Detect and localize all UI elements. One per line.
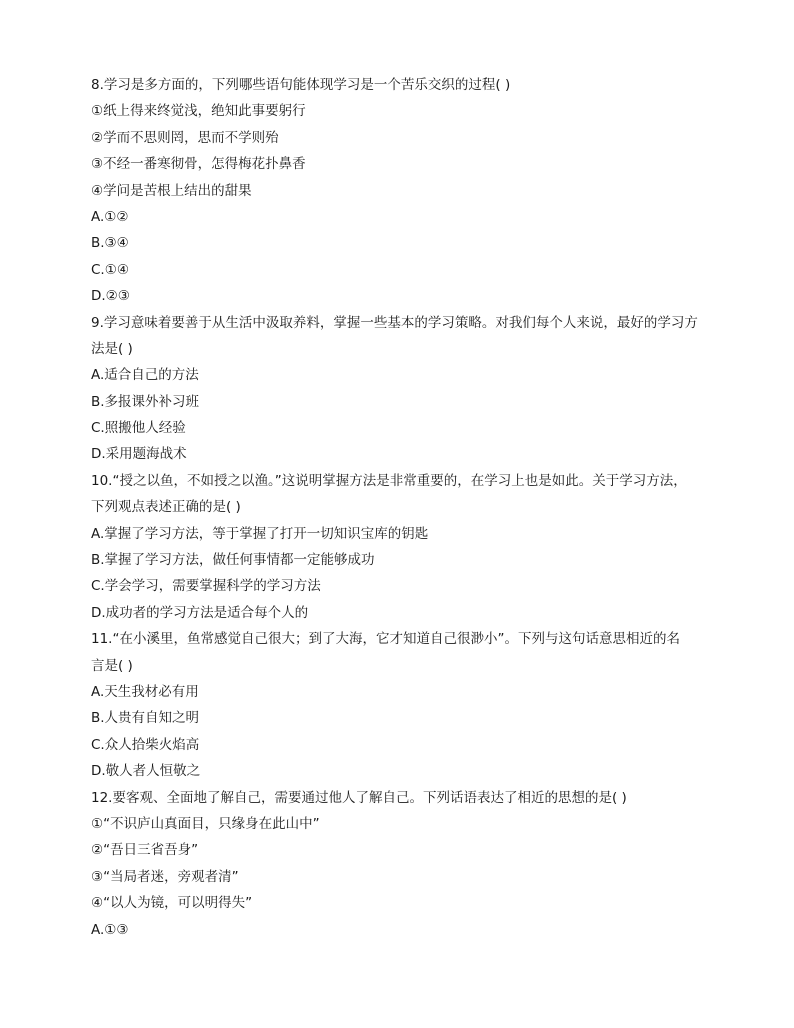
answer-option-d: D.成功者的学习方法是适合每个人的 — [91, 604, 309, 621]
question-9 — [91, 310, 711, 468]
statement-item: ③不经一番寒彻骨，怎得梅花扑鼻香 — [91, 156, 306, 173]
answer-option-a: A.掌握了学习方法，等于掌握了打开一切知识宝库的钥匙 — [91, 525, 429, 542]
answer-option-c: C.学会学习，需要掌握科学的学习方法 — [91, 578, 321, 595]
question-12 — [91, 785, 711, 943]
question-stem: 9.学习意味着要善于从生活中汲取养料，掌握一些基本的学习策略。对我们每个人来说，最好的学习方 — [91, 314, 698, 331]
question-stem-continued: 下列观点表述正确的是( ) — [91, 499, 241, 516]
answer-option-c: C.照搬他人经验 — [91, 420, 186, 437]
answer-option-b: B.掌握了学习方法，做任何事情都一定能够成功 — [91, 552, 375, 569]
answer-option-a: A.适合自己的方法 — [91, 367, 199, 384]
statement-item: ③“当局者迷，旁观者清” — [91, 868, 239, 885]
answer-option-a: A.①③ — [91, 921, 129, 938]
question-10 — [91, 468, 711, 626]
answer-option-c: C.①④ — [91, 261, 129, 278]
statement-item: ②“吾日三省吾身” — [91, 842, 199, 859]
question-stem: 8.学习是多方面的，下列哪些语句能体现学习是一个苦乐交织的过程( ) — [91, 77, 511, 93]
answer-option-d: D.敬人者人恒敬之 — [91, 763, 201, 780]
question-stem-continued: 法是( ) — [91, 340, 133, 357]
question-11 — [91, 626, 711, 784]
answer-option-b: B.③④ — [91, 235, 129, 252]
question-stem-continued: 言是( ) — [91, 657, 133, 674]
question-stem: 10.“授之以鱼，不如授之以渔。”这说明掌握方法是非常重要的，在学习上也是如此。关于学习方法， — [91, 472, 687, 489]
question-stem: 12.要客观、全面地了解自己，需要通过他人了解自己。下列话语表达了相近的思想的是( ) — [91, 789, 627, 806]
answer-option-b: B.多报课外补习班 — [91, 393, 200, 410]
answer-option-d: D.采用题海战术 — [91, 446, 187, 463]
statement-item: ②学而不思则罔，思而不学则殆 — [91, 129, 279, 146]
answer-option-c: C.众人拾柴火焰高 — [91, 736, 200, 753]
statement-item: ④“以人为镜，可以明得失” — [91, 895, 253, 912]
answer-option-a: A.天生我材必有用 — [91, 683, 199, 700]
statement-item: ①纸上得来终觉浅，绝知此事要躬行 — [91, 103, 306, 120]
answer-option-d: D.②③ — [91, 288, 130, 305]
statement-item: ④学问是苦根上结出的甜果 — [91, 182, 252, 199]
question-list — [91, 72, 711, 943]
statement-item: ①“不识庐山真面目，只缘身在此山中” — [91, 815, 320, 832]
answer-option-a: A.①② — [91, 208, 129, 225]
question-stem: 11.“在小溪里，鱼常感觉自己很大；到了大海，它才知道自己很渺小”。下列与这句话意思相近的名 — [91, 631, 680, 648]
answer-option-b: B.人贵有自知之明 — [91, 710, 200, 727]
question-8 — [91, 72, 711, 310]
